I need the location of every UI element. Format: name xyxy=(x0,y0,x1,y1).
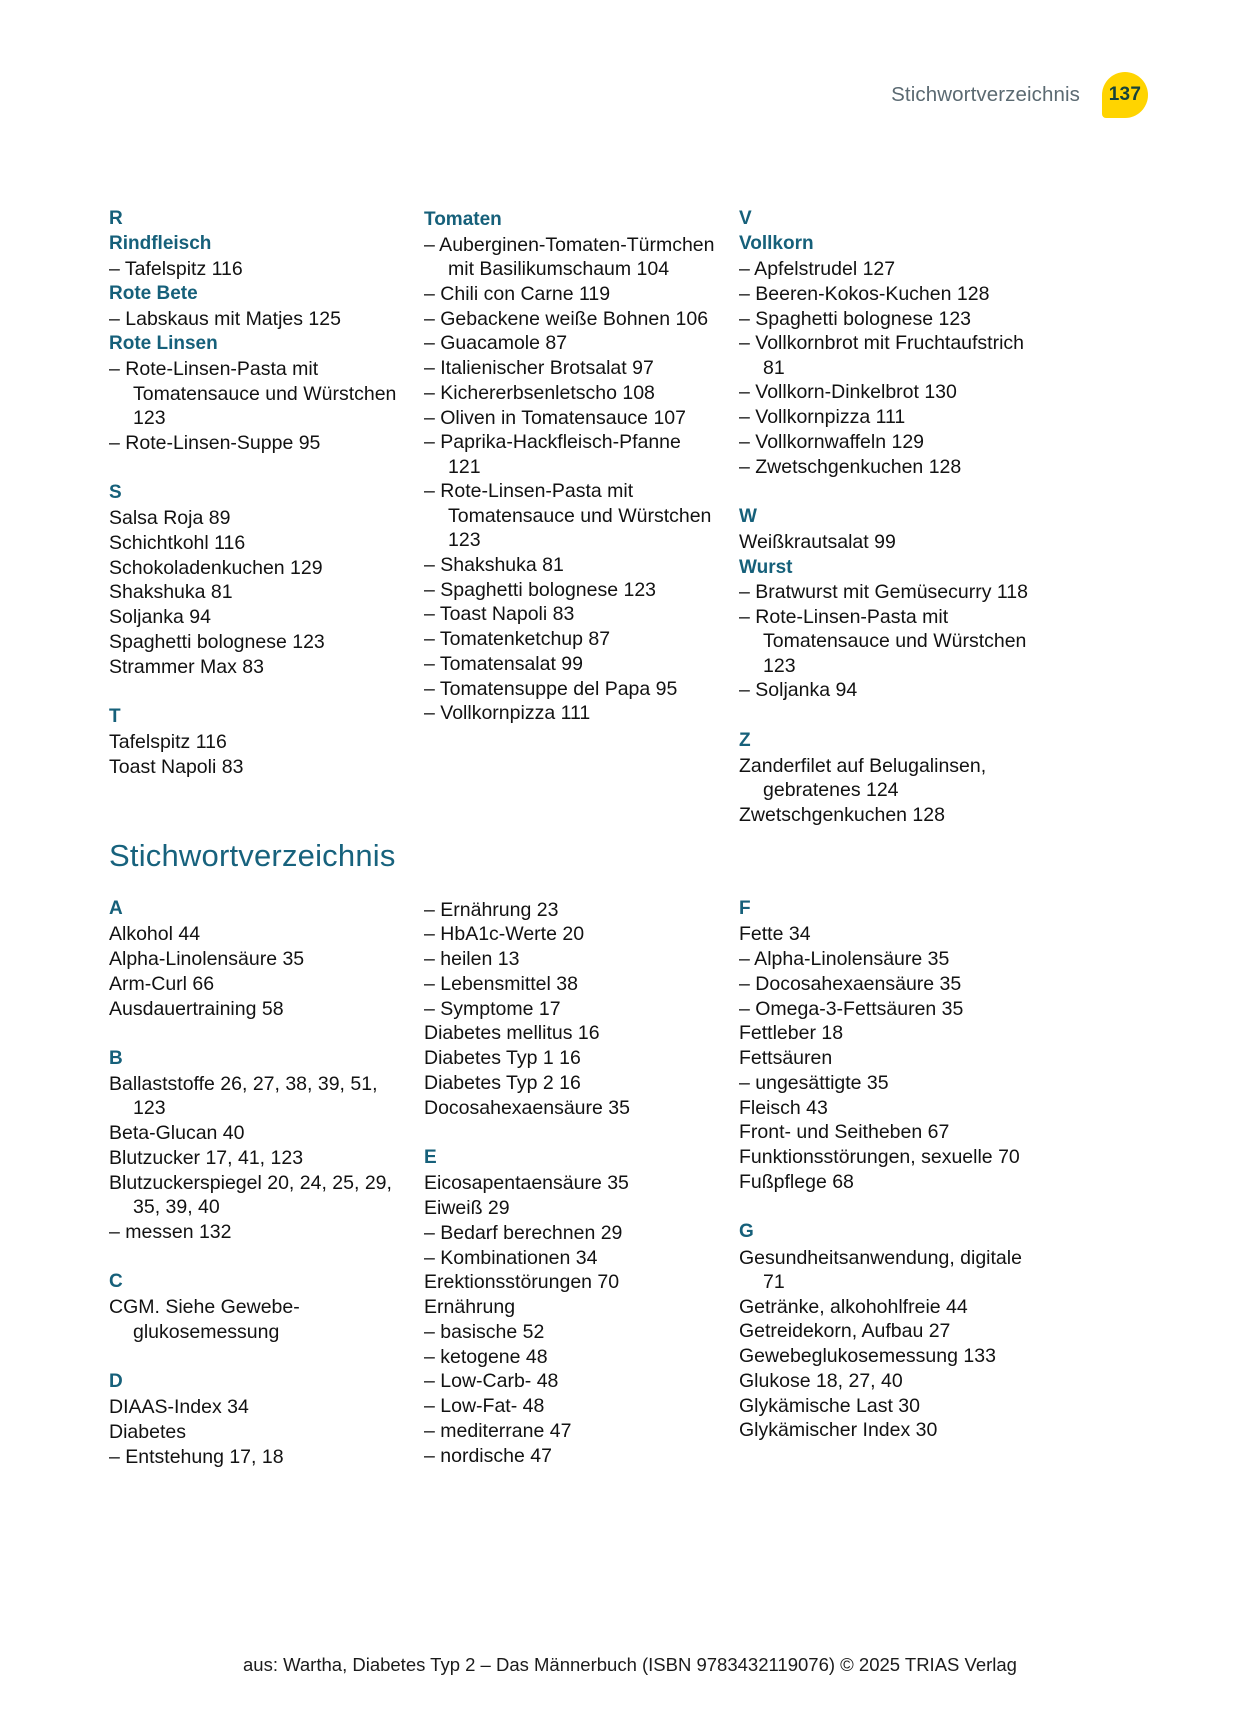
index-sub-entry: – HbA1c-Werte 20 xyxy=(424,923,585,946)
index-entry: Front- und Seitheben 67 xyxy=(739,1121,950,1144)
section-letter: A xyxy=(109,898,123,919)
recipe-index-section-r xyxy=(109,207,401,455)
index-entry: Alkohol 44 xyxy=(109,923,201,946)
page-number-badge: 137 xyxy=(1102,72,1148,118)
index-entry: Schichtkohl 116 xyxy=(109,531,246,554)
recipe-index-section-continued xyxy=(424,208,716,726)
index-subheading: Vollkorn xyxy=(739,233,814,255)
index-sub-entry: – Gebackene weiße Bohnen 106 xyxy=(424,307,709,330)
keyword-index-heading: Stichwortverzeichnis xyxy=(109,838,396,873)
keyword-index-column-3 xyxy=(739,897,1031,1443)
index-sub-entry: – Tomatenketchup 87 xyxy=(424,628,611,651)
index-sub-entry: – Paprika-Hackfleisch-Pfanne 121 xyxy=(424,431,681,478)
section-letter: B xyxy=(109,1047,123,1069)
index-entry: Zwetschgenkuchen 128 xyxy=(739,804,945,827)
keyword-index-section-c xyxy=(109,1270,401,1344)
index-sub-entry: – mediterrane 47 xyxy=(424,1419,572,1442)
index-entry: Spaghetti bolognese 123 xyxy=(109,630,325,653)
index-subheading: Rote Linsen xyxy=(109,333,218,355)
keyword-index-section-d xyxy=(109,1370,401,1469)
index-entry: Fettleber 18 xyxy=(739,1022,844,1045)
index-entry: Ernährung xyxy=(424,1296,516,1319)
recipe-index-section-z xyxy=(739,729,1031,828)
recipe-index-column-1 xyxy=(109,207,401,779)
index-entry: Diabetes Typ 2 16 xyxy=(424,1071,581,1094)
keyword-index-section-b xyxy=(109,1047,401,1244)
index-entry: Strammer Max 83 xyxy=(109,655,264,678)
index-sub-entry: – Italienischer Brotsalat 97 xyxy=(424,357,654,380)
index-entry: Zanderfilet auf Belugalinsen, gebratenes 124 xyxy=(739,755,987,802)
index-entry: Fußpflege 68 xyxy=(739,1170,854,1193)
index-sub-entry: – Rote-Linsen-Pasta mit Tomatensauce und Würstchen 123 xyxy=(109,358,397,429)
index-sub-entry: – Kichererbsenletscho 108 xyxy=(424,381,655,404)
index-sub-entry: – ungesättigte 35 xyxy=(739,1071,889,1094)
index-entry: DIAAS-Index 34 xyxy=(109,1396,249,1419)
section-letter: Z xyxy=(739,729,751,751)
index-sub-entry: – basische 52 xyxy=(424,1320,545,1343)
section-letter: D xyxy=(109,1370,123,1392)
index-sub-entry: – Vollkornpizza 111 xyxy=(424,702,591,725)
index-entry: Blutzuckerspiegel 20, 24, 25, 29, 35, 39, 40 xyxy=(109,1171,392,1219)
index-sub-entry: – Tomatensuppe del Papa 95 xyxy=(424,677,678,700)
index-sub-entry: – Omega-3-Fettsäuren 35 xyxy=(739,997,964,1020)
index-entry: Diabetes Typ 1 16 xyxy=(424,1047,581,1070)
index-entry: Shakshuka 81 xyxy=(109,581,233,604)
index-entry: Blutzucker 17, 41, 123 xyxy=(109,1146,304,1169)
index-entry: Salsa Roja 89 xyxy=(109,507,231,530)
recipe-index-section-w xyxy=(739,505,1031,703)
index-sub-entry: – Vollkorn-Dinkelbrot 130 xyxy=(739,381,957,404)
index-entry: Fleisch 43 xyxy=(739,1096,828,1119)
recipe-index-column-2 xyxy=(424,207,716,726)
index-sub-entry: – Bedarf berechnen 29 xyxy=(424,1221,623,1244)
index-entry: Funktionsstörungen, sexuelle 70 xyxy=(739,1146,1020,1169)
section-letter: W xyxy=(739,506,757,528)
index-sub-entry: – Rote-Linsen-Suppe 95 xyxy=(109,431,321,454)
index-subheading: Wurst xyxy=(739,556,793,578)
index-sub-entry: – Guacamole 87 xyxy=(424,332,568,355)
index-sub-entry: – Labskaus mit Matjes 125 xyxy=(109,308,341,331)
keyword-index-section-e xyxy=(424,1146,716,1468)
keyword-index-column-1 xyxy=(109,897,401,1469)
index-sub-entry: – Vollkornwaffeln 129 xyxy=(739,430,925,453)
index-sub-entry: – Chili con Carne 119 xyxy=(424,282,611,305)
section-letter: C xyxy=(109,1271,123,1293)
recipe-index-column-3 xyxy=(739,207,1031,827)
index-sub-entry: – Soljanka 94 xyxy=(739,679,858,702)
index-sub-entry: – Ernährung 23 xyxy=(424,898,559,921)
section-letter: G xyxy=(739,1221,754,1243)
index-entry: Ballaststoffe 26, 27, 38, 39, 51, 123 xyxy=(109,1073,378,1120)
index-sub-entry: – Tafelspitz 116 xyxy=(109,258,243,281)
index-sub-entry: – Auberginen-Tomaten-Türmchen mit Basilikumschaum 104 xyxy=(424,233,715,281)
index-sub-entry: – messen 132 xyxy=(109,1220,232,1243)
index-entry: Docosahexaensäure 35 xyxy=(424,1096,630,1119)
keyword-index xyxy=(109,897,1054,1469)
index-entry: Erektionsstörungen 70 xyxy=(424,1271,620,1294)
index-entry: Diabetes xyxy=(109,1420,186,1443)
footer-credit: aus: Wartha, Diabetes Typ 2 – Das Männerbuch (ISBN 9783432119076) © 2025 TRIAS Verlag xyxy=(243,1654,1017,1675)
index-entry: Gesundheitsanwendung, digitale 71 xyxy=(739,1246,1022,1293)
section-letter: S xyxy=(109,481,122,503)
index-sub-entry: – Tomatensalat 99 xyxy=(424,652,583,675)
running-head-title: Stichwortverzeichnis xyxy=(891,83,1080,106)
index-sub-entry: – Rote-Linsen-Pasta mit Tomatensauce und Würstchen 123 xyxy=(424,480,712,551)
index-sub-entry: – Docosahexaensäure 35 xyxy=(739,972,962,995)
index-entry: Getränke, alkohohlfreie 44 xyxy=(739,1295,968,1318)
index-entry: Beta-Glucan 40 xyxy=(109,1122,245,1145)
index-entry: Diabetes mellitus 16 xyxy=(424,1022,600,1045)
index-entry: Weißkrautsalat 99 xyxy=(739,531,896,554)
index-sub-entry: – Spaghetti bolognese 123 xyxy=(424,578,657,601)
keyword-index-section-f xyxy=(739,897,1031,1194)
index-entry: Eicosapentaensäure 35 xyxy=(424,1172,629,1195)
index-sub-entry: – Lebensmittel 38 xyxy=(424,972,578,995)
index-sub-entry: – Kombinationen 34 xyxy=(424,1246,598,1269)
index-sub-entry: – Bratwurst mit Gemüsecurry 118 xyxy=(739,581,1028,604)
section-letter: T xyxy=(109,706,121,728)
index-sub-entry: – Oliven in Tomatensauce 107 xyxy=(424,406,686,429)
index-sub-entry: – Vollkornpizza 111 xyxy=(739,406,906,429)
index-entry: Glykämische Last 30 xyxy=(739,1394,920,1417)
index-sub-entry: – heilen 13 xyxy=(424,948,520,971)
index-entry: Glykämischer Index 30 xyxy=(739,1419,938,1442)
section-letter: R xyxy=(109,208,123,229)
keyword-index-column-2 xyxy=(424,897,716,1468)
index-sub-entry: – Shakshuka 81 xyxy=(424,553,564,576)
recipe-index-section-v xyxy=(739,207,1031,479)
index-sub-entry: – Low-Fat- 48 xyxy=(424,1395,545,1418)
index-entry: Eiweiß 29 xyxy=(424,1196,510,1219)
index-entry: Fettsäuren xyxy=(739,1047,833,1070)
index-sub-entry: – Spaghetti bolognese 123 xyxy=(739,307,972,330)
index-entry: Glukose 18, 27, 40 xyxy=(739,1369,903,1392)
index-entry: CGM. Siehe Gewebe-glukosemessung xyxy=(109,1296,300,1343)
index-sub-entry: – Vollkornbrot mit Fruchtaufstrich 81 xyxy=(739,332,1025,379)
recipe-index xyxy=(109,207,1054,827)
index-entry: Fette 34 xyxy=(739,923,811,946)
section-letter: V xyxy=(739,208,752,229)
index-entry: Schokoladenkuchen 129 xyxy=(109,556,323,579)
index-sub-entry: – Low-Carb- 48 xyxy=(424,1370,559,1393)
index-sub-entry: – nordische 47 xyxy=(424,1444,552,1467)
index-sub-entry: – Beeren-Kokos-Kuchen 128 xyxy=(739,282,990,305)
section-letter: E xyxy=(424,1146,437,1168)
recipe-index-section-t xyxy=(109,705,401,779)
keyword-index-section-continued xyxy=(424,898,716,1120)
index-sub-entry: – Alpha-Linolensäure 35 xyxy=(739,948,950,971)
keyword-index-section-g xyxy=(739,1220,1031,1442)
index-sub-entry: – Apfelstrudel 127 xyxy=(739,258,896,281)
index-entry: Ausdauertraining 58 xyxy=(109,997,284,1020)
index-entry: Gewebeglukosemessung 133 xyxy=(739,1345,996,1368)
index-subheading: Rindfleisch xyxy=(109,233,212,255)
index-subheading: Tomaten xyxy=(424,209,502,230)
index-entry: Getreidekorn, Aufbau 27 xyxy=(739,1320,951,1343)
index-entry: Soljanka 94 xyxy=(109,606,211,629)
keyword-index-section-a xyxy=(109,897,401,1021)
section-letter: F xyxy=(739,898,751,919)
index-entry: Tafelspitz 116 xyxy=(109,731,227,754)
index-entry: Alpha-Linolensäure 35 xyxy=(109,948,305,971)
index-sub-entry: – ketogene 48 xyxy=(424,1345,548,1368)
index-sub-entry: – Entstehung 17, 18 xyxy=(109,1445,284,1468)
index-subheading: Rote Bete xyxy=(109,283,198,305)
running-head xyxy=(891,72,1148,118)
recipe-index-section-s xyxy=(109,481,401,679)
index-sub-entry: – Symptome 17 xyxy=(424,997,561,1020)
index-sub-entry: – Toast Napoli 83 xyxy=(424,603,575,626)
index-entry: Toast Napoli 83 xyxy=(109,756,244,779)
index-sub-entry: – Zwetschgenkuchen 128 xyxy=(739,455,962,478)
index-sub-entry: – Rote-Linsen-Pasta mit Tomatensauce und Würstchen 123 xyxy=(739,606,1027,677)
index-entry: Arm-Curl 66 xyxy=(109,972,215,995)
